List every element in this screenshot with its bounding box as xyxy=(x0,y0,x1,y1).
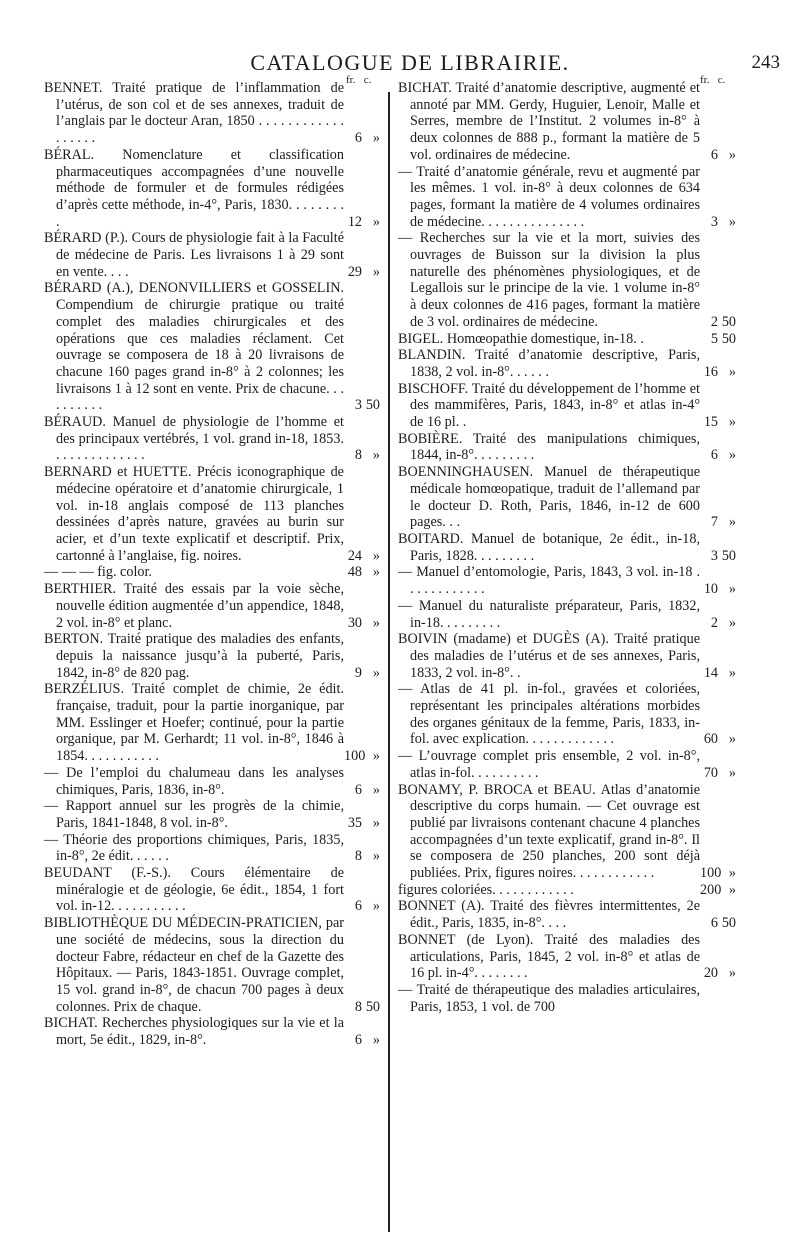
price-centimes: » xyxy=(372,564,380,581)
catalogue-entry xyxy=(44,765,384,798)
entry-price xyxy=(700,581,740,598)
entry-price xyxy=(700,548,740,565)
price-centimes: » xyxy=(372,814,380,831)
entry-text: BICHAT. Traité d’anatomie descriptive, augmenté et annoté par MM. Gerdy, Huguier, Lenoir, Malle et Serres, membre de l’Institut. 2 volumes in-8° à deux colonnes de 888 p., formant la matière de 5 vol. ordinaires de médecine. xyxy=(398,80,700,163)
price-francs: 8 xyxy=(354,848,362,865)
entry-price xyxy=(700,731,740,748)
entry-price xyxy=(700,447,740,464)
entry-price xyxy=(700,147,740,164)
price-francs: 5 xyxy=(710,330,718,347)
price-francs: 70 xyxy=(703,764,718,781)
price-francs: 14 xyxy=(703,664,718,681)
catalogue-entry xyxy=(398,347,740,380)
catalogue-entry xyxy=(398,164,740,231)
entry-text: BÉRARD (P.). Cours de physiologie fait à la Faculté de médecine de Paris. Les livraisons 1 à 29 sont en vente. . . . xyxy=(44,230,344,280)
catalogue-entry xyxy=(398,982,740,1015)
price-centimes: » xyxy=(728,514,736,531)
price-francs: 200 xyxy=(700,881,722,898)
entry-price xyxy=(700,965,740,982)
entry-text: BISCHOFF. Traité du développement de l’homme et des mammifères, Paris, 1843, in-8° et atlas in-4° de 16 pl. . xyxy=(398,380,700,431)
catalogue-entry xyxy=(398,782,740,882)
price-francs: 20 xyxy=(703,965,718,982)
catalogue-entry xyxy=(398,598,740,631)
catalogue-entry xyxy=(44,147,384,231)
catalogue-entry xyxy=(398,331,740,348)
price-francs: 3 xyxy=(710,213,718,230)
centimes-header: c. xyxy=(363,74,372,86)
catalogue-entry xyxy=(398,932,740,982)
entry-price xyxy=(700,999,740,1016)
price-centimes: » xyxy=(728,881,736,898)
entry-price xyxy=(344,665,384,682)
price-centimes: » xyxy=(372,898,380,915)
price-francs: 9 xyxy=(354,664,362,681)
price-centimes: » xyxy=(728,213,736,230)
entry-price xyxy=(344,815,384,832)
page-number: 243 xyxy=(751,52,780,73)
entry-price xyxy=(700,882,740,899)
catalogue-entry xyxy=(44,414,384,464)
price-francs: 6 xyxy=(710,915,718,932)
price-francs: 8 xyxy=(354,447,362,464)
centimes-header: c. xyxy=(717,74,726,86)
entry-text: BIGEL. Homœopathie domestique, in-18. . xyxy=(398,330,644,347)
entry-text: — L’ouvrage complet pris ensemble, 2 vol. in-8°, atlas in-fol. . . . . . . . . . xyxy=(398,748,700,781)
price-centimes: » xyxy=(372,547,380,564)
page-title: CATALOGUE DE LIBRAIRIE. xyxy=(250,50,570,75)
entry-price xyxy=(344,214,384,231)
right-entries xyxy=(398,80,740,1015)
entry-text: BERZÉLIUS. Traité complet de chimie, 2e édit. française, traduit, pour la partie inorganique, par MM. Esslinger et Hoefer; continué, pour la partie organique, par M. Gerhardt; 11 vol. in-8°, 1846 à 1854. . . . . . . . . . . xyxy=(44,681,344,765)
price-centimes: 50 xyxy=(365,397,380,414)
catalogue-entry xyxy=(44,681,384,765)
price-centimes: » xyxy=(372,664,380,681)
price-centimes: » xyxy=(728,865,736,882)
entry-text: BEUDANT (F.-S.). Cours élémentaire de minéralogie et de géologie, 6e édit., 1854, 1 fort vol. in-12. . . . . . . . . . . xyxy=(44,865,344,915)
catalogue-entry xyxy=(398,464,740,531)
catalogue-entry xyxy=(398,80,740,164)
price-centimes: 50 xyxy=(721,915,736,932)
catalogue-entry xyxy=(398,748,740,781)
right-column xyxy=(398,74,740,1015)
catalogue-entry xyxy=(398,631,740,681)
francs-header: fr. xyxy=(346,74,356,86)
price-francs: 60 xyxy=(703,731,718,748)
entry-text: BONNET (de Lyon). Traité des maladies des articulations, Paris, 1845, 2 vol. in-8° et atlas de 16 pl. in-4°. . . . . . . . xyxy=(398,931,700,982)
catalogue-entry xyxy=(44,832,384,865)
entry-price xyxy=(344,898,384,915)
price-francs: 35 xyxy=(347,814,362,831)
entry-text: BOITARD. Manuel de botanique, 2e édit., in-18, Paris, 1828. . . . . . . . . xyxy=(398,530,700,564)
price-francs: 15 xyxy=(703,414,718,431)
price-francs: 30 xyxy=(347,614,362,631)
catalogue-entry xyxy=(44,865,384,915)
entry-text: BÉRAL. Nomenclature et classification pharmaceutiques accompagnées d’une nouvelle méthode de formuler et de formules rédigées d’après cette méthode, in-4°, Paris, 1830. . . . . . . . . xyxy=(44,146,344,230)
catalogue-entry xyxy=(398,531,740,564)
entry-text: — Traité de thérapeutique des maladies articulaires, Paris, 1853, 1 vol. de 700 xyxy=(398,981,700,1015)
catalogue-entry xyxy=(398,381,740,431)
entry-price xyxy=(344,447,384,464)
entry-price xyxy=(700,665,740,682)
price-centimes: » xyxy=(372,263,380,280)
entry-price xyxy=(344,564,384,581)
price-francs: 100 xyxy=(344,748,366,765)
price-centimes: » xyxy=(728,614,736,631)
price-francs: 24 xyxy=(347,547,362,564)
entry-text: figures coloriées. . . . . . . . . . . . xyxy=(398,881,574,898)
entry-text: BONNET (A). Traité des fièvres intermittentes, 2e édit., Paris, 1835, in-8°. . . . xyxy=(398,898,700,932)
entry-text: — Manuel d’entomologie, Paris, 1843, 3 vol. in-18 . . . . . . . . . . . . xyxy=(398,564,700,598)
entry-text: — — — fig. color. xyxy=(44,564,152,581)
price-centimes: » xyxy=(372,614,380,631)
price-francs: 3 xyxy=(354,397,362,414)
price-centimes: » xyxy=(728,414,736,431)
entry-price xyxy=(344,748,384,765)
price-francs: 6 xyxy=(710,447,718,464)
price-centimes: » xyxy=(728,581,736,598)
catalogue-entry xyxy=(44,280,384,414)
price-francs: 6 xyxy=(710,146,718,163)
price-centimes: » xyxy=(372,213,380,230)
entry-text: — Manuel du naturaliste préparateur, Paris, 1832, in-18. . . . . . . . . xyxy=(398,597,700,631)
catalogue-entry xyxy=(398,882,740,899)
entry-text: BONAMY, P. BROCA et BEAU. Atlas d’anatomie descriptive du corps humain. — Cet ouvrage est publié par livraisons contenant chacune 4 planches accompagnées d’un texte explicatif, grand in-8°. Il se composera de 250 planches, 200 sont déjà publiées. Prix, figures noires. . . . . . . . . . . . xyxy=(398,781,700,882)
catalogue-entry xyxy=(398,681,740,748)
entry-price xyxy=(700,514,740,531)
catalogue-entry xyxy=(44,798,384,831)
price-francs: 3 xyxy=(710,547,718,564)
price-centimes: » xyxy=(372,130,380,147)
entry-text: BICHAT. Recherches physiologiques sur la vie et la mort, 5e édit., 1829, in-8°. xyxy=(44,1015,344,1049)
entry-price xyxy=(700,364,740,381)
entry-price xyxy=(344,848,384,865)
price-centimes: » xyxy=(728,146,736,163)
price-francs: 7 xyxy=(710,514,718,531)
left-entries xyxy=(44,80,384,1049)
catalogue-entry xyxy=(398,230,740,330)
catalogue-entry xyxy=(44,230,384,280)
price-centimes: 50 xyxy=(721,330,736,347)
catalogue-entry xyxy=(44,581,384,631)
entry-text: BÉRAUD. Manuel de physiologie de l’homme et des principaux vertébrés, 1 vol. grand in-18, 1853. . . . . . . . . . . . . . xyxy=(44,414,344,464)
price-centimes: » xyxy=(728,965,736,982)
catalogue-entry xyxy=(398,898,740,931)
price-centimes: » xyxy=(372,748,380,765)
entry-text: BERTON. Traité pratique des maladies des enfants, depuis la naissance jusqu’à la puberté, Paris, 1842, in-8° de 820 pag. xyxy=(44,631,344,681)
entry-price xyxy=(344,1032,384,1049)
entry-text: BENNET. Traité pratique de l’inflammation de l’utérus, de son col et de ses annexes, traduit de l’anglais par le docteur Aran, 1850 . . . . . . . . . . . . . . . . . . xyxy=(44,80,344,147)
entry-price xyxy=(344,615,384,632)
entry-text: — Recherches sur la vie et la mort, suivies des ouvrages de Buisson sur la division la plus naturelle des phénomènes physiologiques, et de Legallois sur le principe de la vie. 1 volume in-8° à deux colonnes de 416 pages, formant la matière de 3 vol. ordinaires de médecine. xyxy=(398,230,700,330)
price-centimes: 50 xyxy=(365,998,380,1015)
entry-price xyxy=(344,397,384,414)
entry-text: — Traité d’anatomie générale, revu et augmenté par les mêmes. 1 vol. in-8° à deux colonnes de 634 pages, formant la matière de 4 volumes ordinaires de médecine. . . . . . . . . . . . . . . xyxy=(398,163,700,230)
column-divider xyxy=(388,92,390,1232)
entry-price xyxy=(344,999,384,1016)
price-francs: 2 xyxy=(710,313,718,330)
entry-text: BERNARD et HUETTE. Précis iconographique de médecine opératoire et d’anatomie chirurgicale, 1 vol. in-18 anglais composé de 113 planches dessinées d’après nature, gravées au burin sur acier, et d’un texte explicatif et descriptif. Prix, cartonné à l’anglaise, fig. noires. xyxy=(44,464,344,564)
price-francs: 6 xyxy=(354,1032,362,1049)
entry-price xyxy=(344,130,384,147)
price-francs: 100 xyxy=(700,865,722,882)
entry-text: BOBIÈRE. Traité des manipulations chimiques, 1844, in-8°. . . . . . . . . xyxy=(398,430,700,464)
price-francs: 29 xyxy=(347,263,362,280)
catalogue-entry xyxy=(44,915,384,1015)
catalogue-entry xyxy=(44,564,384,581)
price-francs: 48 xyxy=(347,564,362,581)
catalogue-entry xyxy=(44,464,384,564)
price-centimes: » xyxy=(372,848,380,865)
price-centimes: » xyxy=(728,664,736,681)
price-francs: 8 xyxy=(354,998,362,1015)
entry-text: — Rapport annuel sur les progrès de la chimie, Paris, 1841-1848, 8 vol. in-8°. xyxy=(44,798,344,831)
entry-text: BOIVIN (madame) et DUGÈS (A). Traité pratique des maladies de l’utérus et de ses annexes, Paris, 1833, 2 vol. in-8°. . xyxy=(398,631,700,681)
entry-price xyxy=(700,414,740,431)
entry-price xyxy=(700,615,740,632)
entry-text: BLANDIN. Traité d’anatomie descriptive, Paris, 1838, 2 vol. in-8°. . . . . . xyxy=(398,347,700,380)
page-header xyxy=(40,50,780,80)
price-centimes: » xyxy=(372,781,380,798)
entry-price xyxy=(700,865,740,882)
entry-price xyxy=(700,331,740,348)
entry-price xyxy=(700,214,740,231)
entry-price xyxy=(700,915,740,932)
catalogue-entry xyxy=(44,80,384,147)
price-centimes: » xyxy=(728,363,736,380)
price-francs: 12 xyxy=(347,213,362,230)
entry-text: BERTHIER. Traité des essais par la voie sèche, nouvelle édition augmentée d’un appendice, 1848, 2 vol. in-8° et planc. xyxy=(44,581,344,631)
price-francs: 6 xyxy=(354,898,362,915)
price-centimes: » xyxy=(728,731,736,748)
entry-price xyxy=(344,548,384,565)
entry-price xyxy=(344,264,384,281)
francs-header: fr. xyxy=(700,74,710,86)
entry-text: — Atlas de 41 pl. in-fol., gravées et coloriées, représentant les principales altérations morbides des organes génitaux de la femme, Paris, 1833, in-fol. avec explication. . . . . . . . . . . . . xyxy=(398,681,700,748)
left-column xyxy=(44,74,384,1049)
entry-text: BIBLIOTHÈQUE DU MÉDECIN-PRATICIEN, par une société de médecins, sous la direction du docteur Fabre, rédacteur en chef de la Gazette des Hôpitaux. — Paris, 1843-1851. Ouvrage complet, 15 vol. grand in-8°, de chacun 700 pages à deux colonnes. Prix de chaque. xyxy=(44,915,344,1015)
entry-price xyxy=(700,765,740,782)
entry-text: BOENNINGHAUSEN. Manuel de thérapeutique médicale homœopatique, traduit de l’allemand par le docteur D. Roth, Paris, 1846, in-12 de 600 pages. . . xyxy=(398,464,700,531)
price-centimes: 50 xyxy=(721,547,736,564)
price-francs: 10 xyxy=(703,581,718,598)
price-centimes: » xyxy=(372,1032,380,1049)
price-centimes: » xyxy=(728,764,736,781)
price-francs: 6 xyxy=(354,781,362,798)
price-francs: 6 xyxy=(354,130,362,147)
price-francs: 16 xyxy=(703,363,718,380)
catalogue-entry xyxy=(44,1015,384,1048)
entry-text: — De l’emploi du chalumeau dans les analyses chimiques, Paris, 1836, in-8°. xyxy=(44,764,344,798)
catalogue-entry xyxy=(398,564,740,597)
entry-text: BÉRARD (A.), DENONVILLIERS et GOSSELIN. Compendium de chirurgie pratique ou traité complet des maladies chirurgicales et des opérations que ces maladies réclament. Cet ouvrage se composera de 18 à 20 livraisons de chacune 160 pages grand in-8° à 2 colonnes; les livraisons 1 à 12 sont en vente. Prix de chacune. . . . . . . . . . xyxy=(44,280,344,414)
price-centimes: 50 xyxy=(721,313,736,330)
price-centimes: » xyxy=(372,447,380,464)
entry-price xyxy=(344,782,384,799)
catalogue-entry xyxy=(398,431,740,464)
price-centimes: » xyxy=(728,447,736,464)
catalogue-entry xyxy=(44,631,384,681)
entry-price xyxy=(700,314,740,331)
price-francs: 2 xyxy=(710,614,718,631)
entry-text: — Théorie des proportions chimiques, Paris, 1835, in-8°, 2e édit. . . . . . xyxy=(44,831,344,865)
